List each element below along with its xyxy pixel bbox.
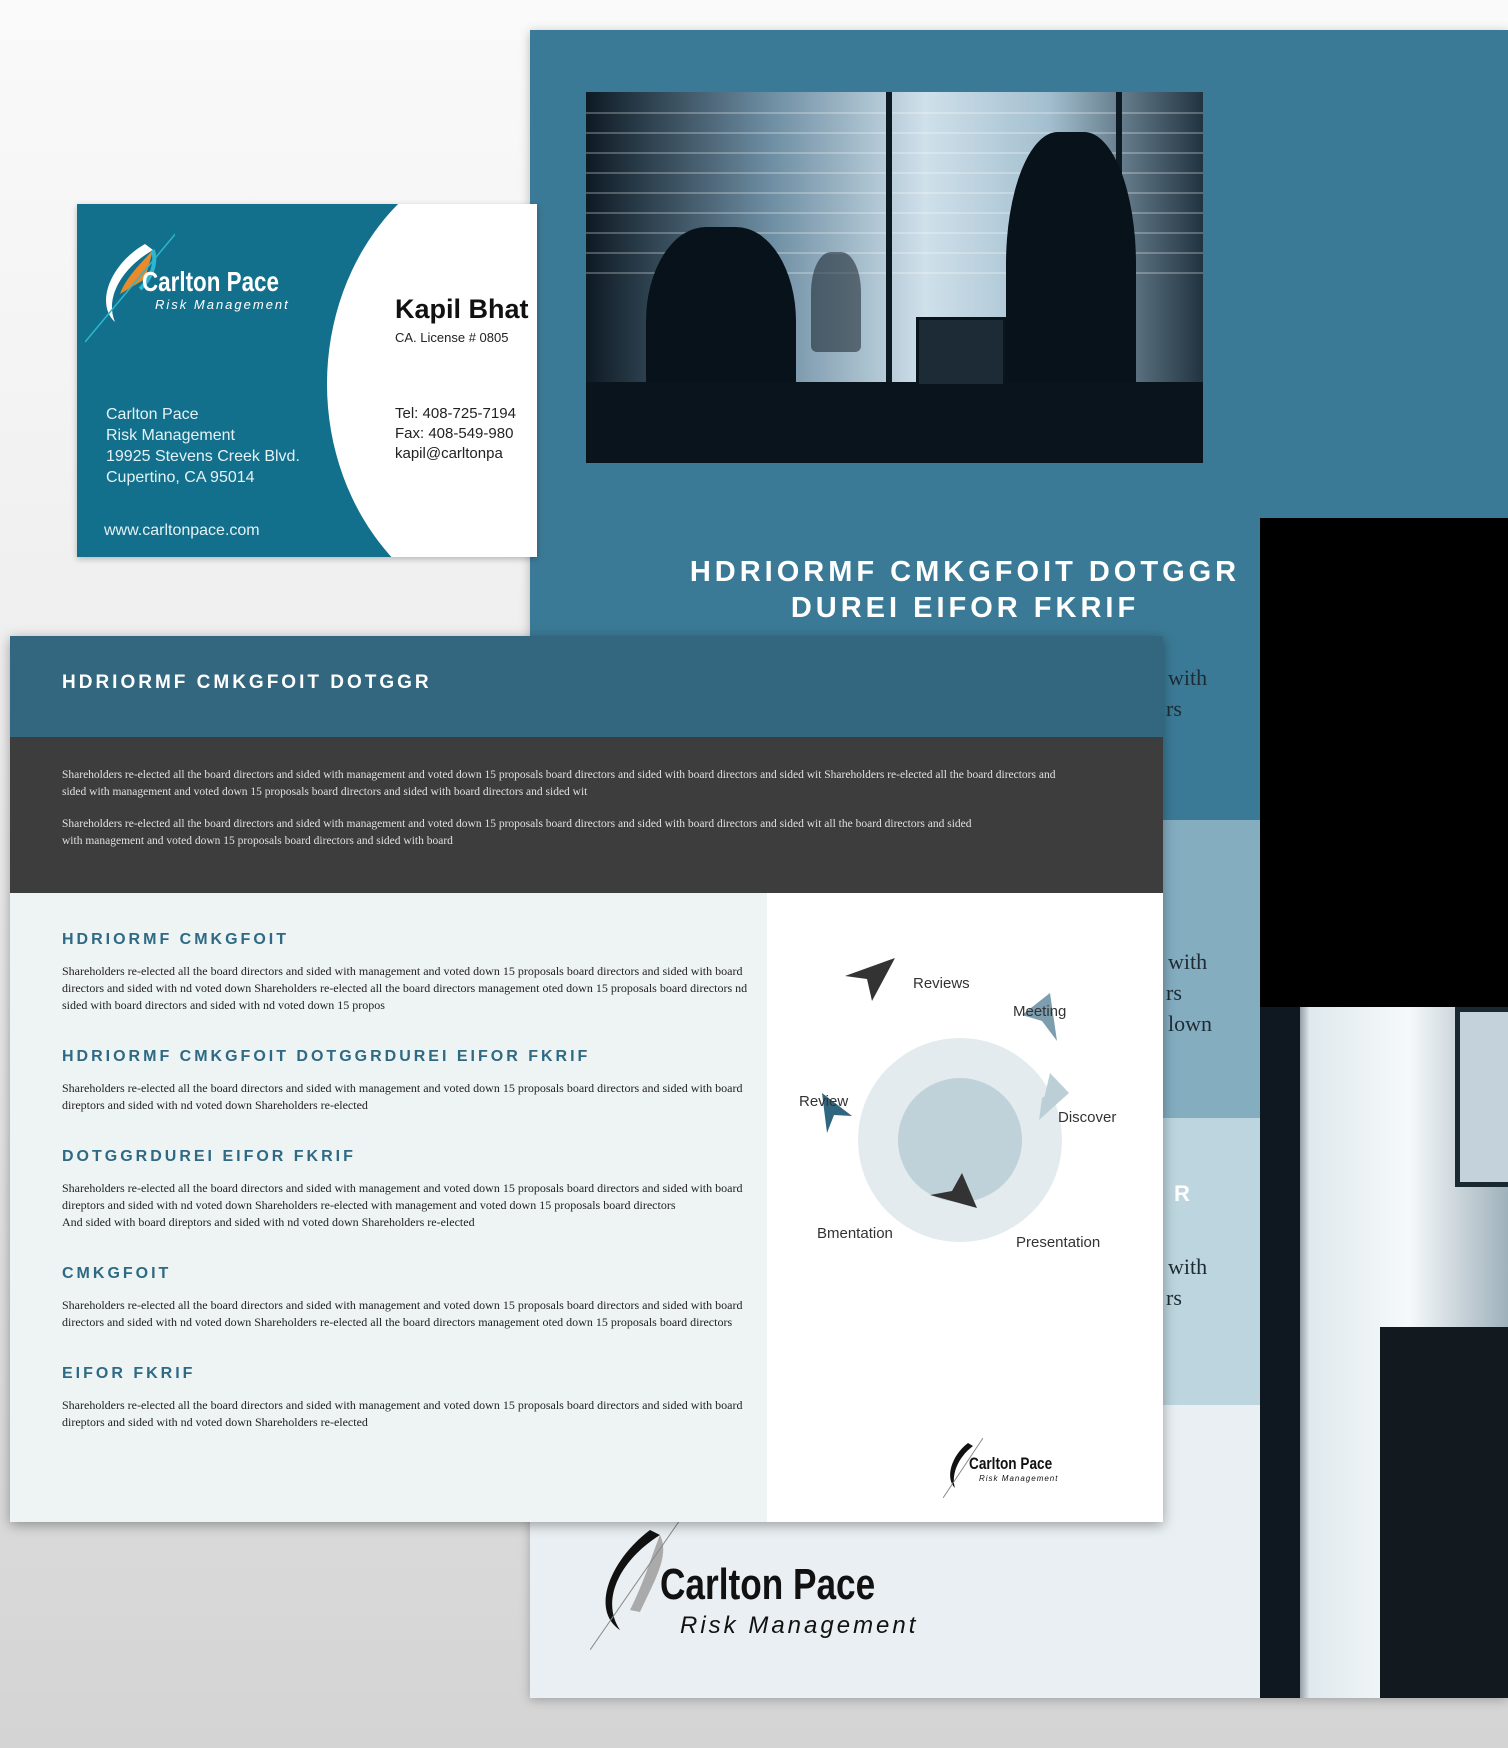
cycle-label: Discover	[1058, 1109, 1117, 1126]
card-tel: Tel: 408-725-7194	[395, 405, 516, 422]
text-fragment: with	[1168, 1254, 1208, 1279]
business-meeting-photo	[586, 92, 1203, 463]
address-line: Cupertino, CA 95014	[106, 469, 255, 486]
diagram-panel	[767, 893, 1163, 1522]
text-fragment: rs	[1166, 980, 1182, 1005]
logo-sub: Risk Management	[680, 1612, 919, 1639]
card-logo-name: Carlton Pace	[142, 266, 279, 297]
card-contact	[395, 404, 516, 464]
section-heading: DOTGGRDUREI EIFOR FKRIF	[62, 1148, 356, 1165]
intro-panel	[10, 737, 1163, 893]
content-section	[62, 1048, 752, 1114]
section-body: Shareholders re-elected all the board directors and sided with management and voted down 15 proposals board directors and sided with board direptors and sided with nd voted down Shareholders re-elected	[62, 1398, 743, 1429]
card-white-curve	[327, 204, 537, 557]
office-interior-photo	[1260, 1007, 1508, 1698]
text-fragment: lown	[1168, 1011, 1212, 1036]
cycle-label: Review	[799, 1093, 849, 1110]
text-fragment: rs	[1166, 1285, 1182, 1310]
section-heading: EIFOR FKRIF	[62, 1365, 196, 1382]
black-block	[1260, 518, 1508, 1007]
cycle-label: Reviews	[913, 975, 970, 992]
text-fragment: with	[1168, 665, 1208, 690]
front-header	[10, 636, 1163, 737]
section-heading: HDRIORMF CMKGFOIT	[62, 931, 289, 948]
back-logo	[590, 1520, 930, 1650]
address-line: 19925 Stevens Creek Blvd.	[106, 448, 300, 465]
content-section	[62, 931, 752, 1014]
card-email: kapil@carltonpa	[395, 445, 503, 462]
section-body: Shareholders re-elected all the board directors and sided with management and voted down 15 proposals board directors and sided with board direptors and sided with nd voted down Shareholders re-elected	[62, 1081, 743, 1112]
arrow-icon	[845, 958, 895, 1001]
intro-paragraph: Shareholders re-elected all the board directors and sided with management and voted down 15 proposals board directors and sided with board directors and sided wit Shareholders re-elected all the board directors and sided with management and voted down 15 proposals board directors and sided with board directors and sided wit	[62, 769, 1056, 798]
section-body: Shareholders re-elected all the board directors and sided with management and voted down 15 proposals board directors and sided with board direptors and sided with nd voted down Shareholders re-elected with management and voted down 15 proposals board directors And sided with board direptors and sided with nd voted down Shareholders re-elected	[62, 1181, 743, 1229]
section-heading: HDRIORMF CMKGFOIT DOTGGRDUREI EIFOR FKRIF	[62, 1048, 591, 1065]
back-title-line2: DUREI EIFOR FKRIF	[790, 592, 1140, 624]
address-line: Risk Management	[106, 427, 235, 444]
card-fax: Fax: 408-549-980	[395, 425, 514, 442]
card-address	[106, 404, 300, 488]
text-fragment: with	[1168, 949, 1208, 974]
text-fragment: R	[1174, 1181, 1190, 1206]
content-section	[62, 1148, 752, 1231]
front-header-title: HDRIORMF CMKGFOIT DOTGGR	[62, 672, 432, 693]
section-body: Shareholders re-elected all the board directors and sided with management and voted down 15 proposals board directors and sided with board directors and sided with nd voted down Shareholders re-elected all the board directors management oted down 15 proposals board directors	[62, 1298, 743, 1329]
section-body: Shareholders re-elected all the board directors and sided with management and voted down 15 proposals board directors and sided with board directors and sided with nd voted down Shareholders re-elected all the board directors management oted down 15 proposals board directors nd sided with board directors and sided with nd voted down 15 propos	[62, 964, 748, 1012]
cycle-label: Presentation	[1016, 1234, 1101, 1251]
content-section	[62, 1265, 752, 1331]
card-person-name: Kapil Bhat	[395, 294, 529, 324]
section-heading: CMKGFOIT	[62, 1265, 172, 1282]
logo-sub: Risk Management	[979, 1474, 1059, 1483]
brochure-front-page	[10, 636, 1163, 1522]
back-title-line1: HDRIORMF CMKGFOIT DOTGGR	[689, 556, 1241, 588]
text-fragment: rs	[1166, 696, 1182, 721]
cycle-label: Meeting	[1013, 1003, 1067, 1020]
card-license: CA. License # 0805	[395, 330, 509, 345]
intro-paragraph: Shareholders re-elected all the board directors and sided with management and voted down 15 proposals board directors and sided with board directors and sided wit all the board directors and sided with management and voted down 15 proposals board directors and sided with board	[62, 818, 972, 847]
logo-name: Carlton Pace	[969, 1454, 1053, 1473]
business-card	[77, 204, 537, 557]
content-sections	[62, 931, 752, 1465]
address-line: Carlton Pace	[106, 406, 199, 423]
front-logo	[943, 1438, 1103, 1498]
card-logo-sub: Risk Management	[155, 297, 290, 312]
logo-name: Carlton Pace	[660, 1560, 876, 1609]
cycle-label: Bmentation	[817, 1225, 893, 1242]
card-website: www.carltonpace.com	[104, 522, 260, 539]
content-section	[62, 1365, 752, 1431]
